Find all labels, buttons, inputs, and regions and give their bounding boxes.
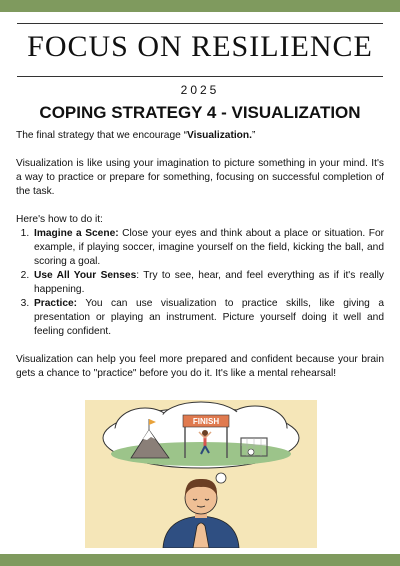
step-text: Close your eyes and think about a place or situation. For example, if playing soccer, imagine yourself on the field, kicking the ball, and scoring a goal. [34, 228, 384, 267]
step-item [32, 227, 384, 269]
intro-bold: Visualization. [187, 130, 252, 141]
step-text: You can use visualization to practice skills, like giving a presentation or playing an instrument. Picture yourself doing it well and feeling confident. [34, 298, 384, 337]
body-text [16, 129, 384, 395]
top-color-band [0, 0, 400, 12]
step-item [32, 297, 384, 339]
title-bottom-rule [17, 76, 383, 77]
howto-label: Here's how to do it: [16, 214, 103, 225]
page-title: FOCUS ON RESILIENCE [27, 30, 373, 63]
intro-prefix: The final strategy that we encourage “ [16, 130, 188, 141]
step-text: : Try to see, hear, and feel everything as if it's really happening. [34, 270, 385, 295]
bottom-color-band [0, 554, 400, 566]
illustration-svg [85, 400, 317, 548]
steps-list [16, 227, 384, 339]
step-item [32, 269, 384, 297]
step-bold: Imagine a Scene: [34, 228, 119, 239]
step-bold: Practice: [34, 298, 78, 309]
visualization-illustration [85, 400, 317, 548]
closing-paragraph: Visualization can help you feel more prepared and confident because your brain gets a chance to "practice" before you do it. It's like a mental rehearsal! [16, 354, 384, 379]
finish-banner-text: FINISH [192, 417, 220, 426]
intro-paragraph [16, 129, 384, 143]
title-top-rule [17, 23, 383, 24]
thought-bubble-dot [216, 473, 226, 483]
step-bold: Use All Your Senses [34, 270, 137, 281]
definition-paragraph: Visualization is like using your imagination to picture something in your mind. It's a way to practice or prepare for something, focusing on successful completion of the task. [16, 158, 384, 197]
section-heading: COPING STRATEGY 4 - VISUALIZATION [39, 103, 361, 122]
intro-suffix: ” [251, 130, 256, 141]
meditating-boy-figure [163, 479, 239, 548]
year-label: 2025 [180, 83, 220, 97]
